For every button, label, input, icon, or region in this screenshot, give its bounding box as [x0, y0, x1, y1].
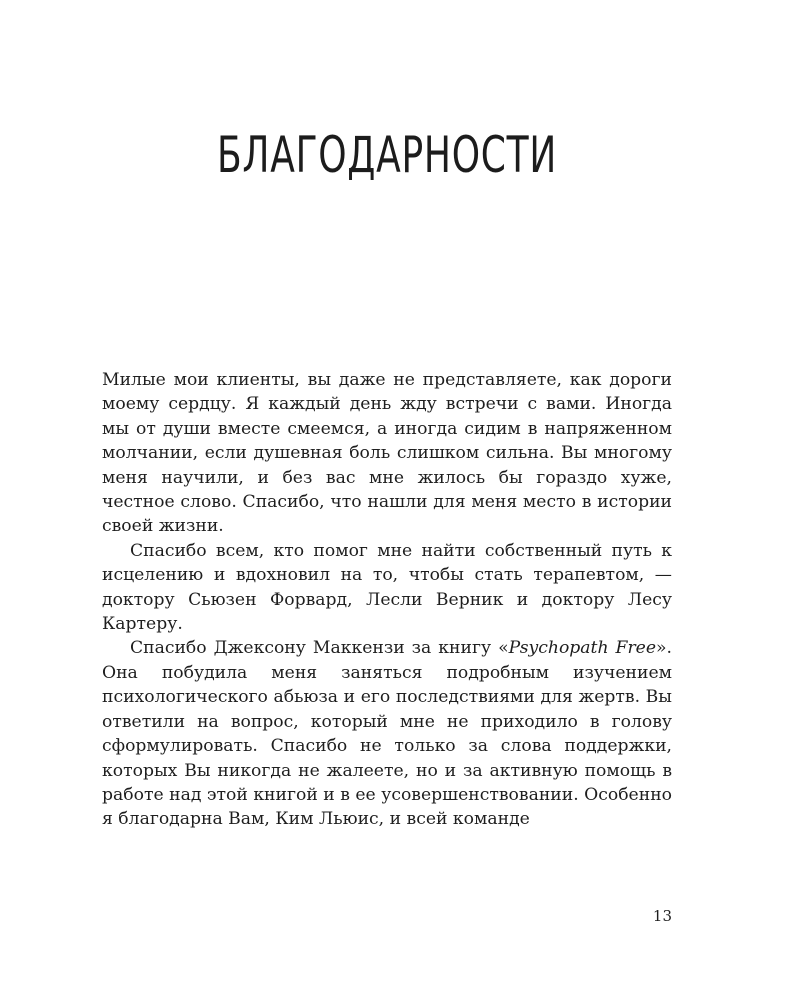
paragraph-1: Милые мои клиенты, вы даже не представляете, как дороги моему сердцу. Я каждый день жду встречи с вами. Иногда мы от души вместе смеемся, а иногда сидим в напряженном молчании, если душевная боль слишком сильна. Вы многому меня научили, и без вас мне жилось бы гораздо хуже, честное слово. Спасибо, что нашли для меня место в истории своей жизни.: [102, 370, 672, 537]
paragraph-3: [102, 636, 672, 831]
paragraph-3-lead: Спасибо Джексону Маккензи за книгу «: [130, 638, 509, 659]
body-text: [102, 368, 672, 832]
book-title: Psychopath Free: [508, 638, 657, 659]
paragraph-3-rest: ». Она побудила меня заняться подробным изучением психологического абьюза и его последствиями для жертв. Вы ответили на вопрос, который мне не приходило в голову сформулировать. Спасибо не только за слова поддержки, которых Вы никогда не жалеете, но и за активную помощь в работе над этой книгой и в ее усовершенствовании. Особенно я благодарна Вам, Ким Льюис, и всей команде: [102, 638, 672, 830]
chapter-heading: БЛАГОДАРНОСТИ: [217, 126, 557, 184]
page-number: 13: [652, 907, 672, 925]
paragraph-2: Спасибо всем, кто помог мне найти собственный путь к исцелению и вдохновил на то, чтобы стать терапевтом, — доктору Сьюзен Форвард, Лесли Верник и доктору Лесу Картеру.: [102, 540, 672, 635]
